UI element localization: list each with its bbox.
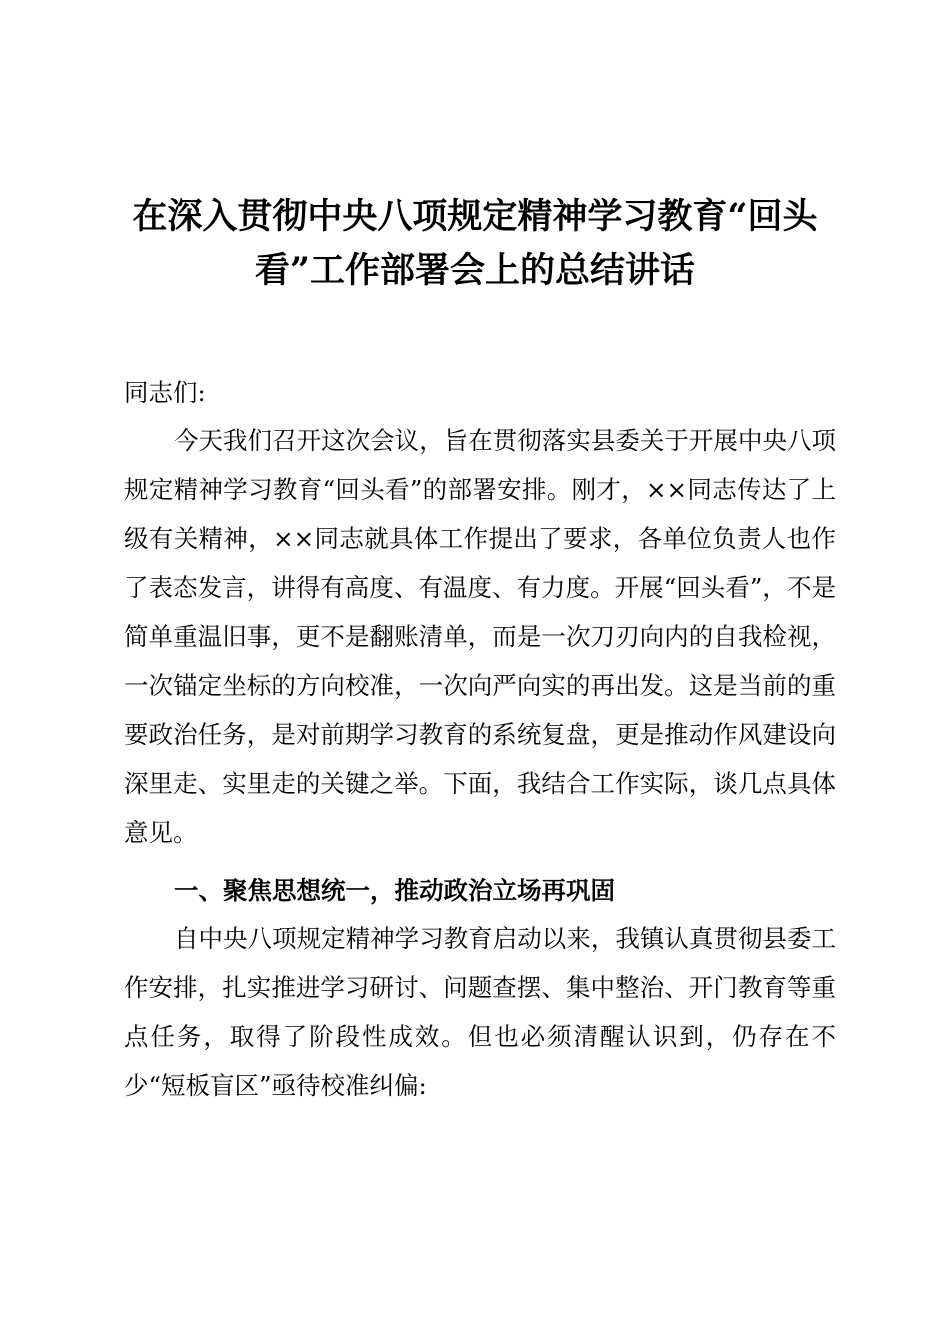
document-title: [110, 190, 840, 298]
title-line-2: 看”工作部署会上的总结讲话: [254, 250, 696, 291]
salutation: 同志们:: [124, 378, 206, 407]
section-heading-1: 一、聚焦思想统一，推动政治立场再巩固: [174, 876, 615, 905]
paragraph-section-1: 自中央八项规定精神学习教育启动以来，我镇认真贯彻县委工作安排，扎实推进学习研讨、问题查摆、集中整治、开门教育等重点任务，取得了阶段性成效。但也必须清醒认识到，仍存在不少“短板盲区”亟待校准纠偏:: [124, 924, 836, 1100]
paragraph-intro: 今天我们召开这次会议，旨在贯彻落实县委关于开展中央八项规定精神学习教育“回头看”的部署安排。刚才，××同志传达了上级有关精神，××同志就具体工作提出了要求，各单位负责人也作了表态发言，讲得有高度、有温度、有力度。开展“回头看”，不是简单重温旧事，更不是翻账清单，而是一次刀刃向内的自我检视，一次锚定坐标的方向校准，一次向严向实的再出发。这是当前的重要政治任务，是对前期学习教育的系统复盘，更是推动作风建设向深里走、实里走的关键之举。下面，我结合工作实际，谈几点具体意见。: [124, 426, 836, 847]
title-line-1: 在深入贯彻中央八项规定精神学习教育“回头: [132, 196, 818, 237]
